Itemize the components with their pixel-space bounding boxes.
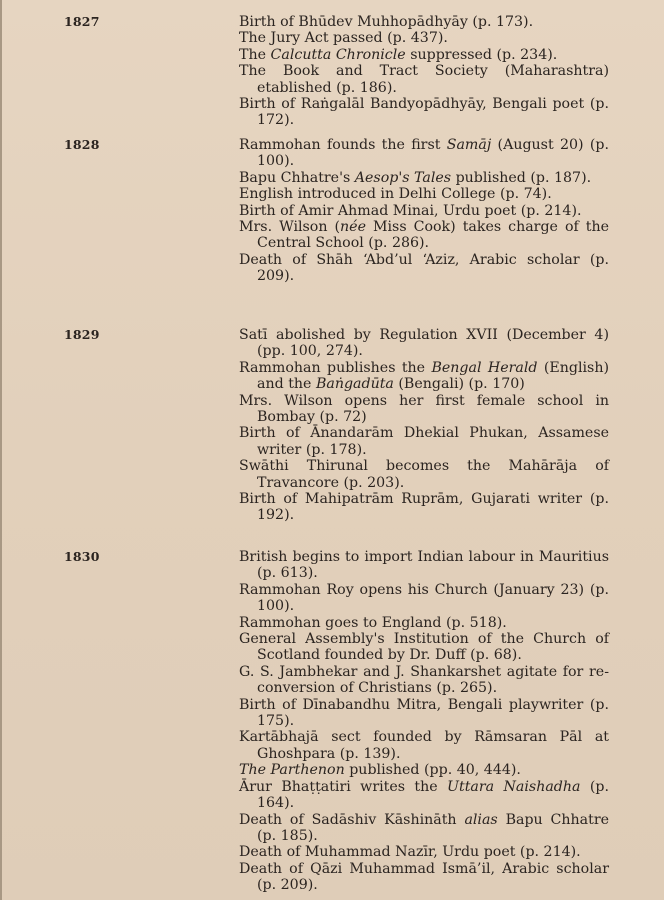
- event-entry: [239, 549, 609, 582]
- event-entry: [239, 631, 609, 664]
- event-list: [239, 327, 609, 524]
- event-text: The Jury Act passed (p. 437).: [239, 30, 448, 47]
- event-text: (p. 164).: [257, 778, 609, 812]
- event-entry: [239, 47, 609, 63]
- event-entry: [239, 762, 609, 778]
- event-text: suppressed (p. 234).: [405, 46, 558, 63]
- event-text: Bapu Chhatre (p. 185).: [257, 811, 610, 844]
- event-text: Birth of Dīnabandhu Mitra, Bengali playwriter (p. 175).: [239, 696, 609, 730]
- event-text: (English) and the: [257, 359, 609, 393]
- event-text: Satī abolished by Regulation XVII (December 4) (pp. 100, 274).: [239, 327, 609, 360]
- event-text: G. S. Jambhekar and J. Shankarshet agitate for re-conversion of Christians (p. 265).: [239, 663, 609, 697]
- year-label: 1830: [64, 549, 100, 564]
- event-text: Death of Sadāshiv Kāshināth: [239, 811, 465, 828]
- event-text: British begins to import Indian labour in Mauritius (p. 613).: [239, 549, 609, 582]
- event-text: Miss Cook) takes charge of the Central School (p. 286).: [257, 219, 609, 252]
- event-text: Birth of Amir Ahmad Minai, Urdu poet (p. 214).: [239, 202, 582, 219]
- italic-title: Aesop's Tales: [354, 169, 452, 186]
- event-entry: [239, 729, 609, 762]
- event-entry: [239, 186, 609, 202]
- event-entry: [239, 812, 609, 845]
- italic-title: Baṅgadūta: [315, 376, 394, 393]
- event-entry: [239, 137, 609, 170]
- event-text: Mrs. Wilson opens her first female school in Bombay (p. 72): [239, 392, 609, 426]
- italic-title: Uttara Naishadha: [447, 778, 581, 795]
- event-text: Birth of Mahipatrām Ruprām, Gujarati writer (p. 192).: [239, 491, 609, 524]
- event-text: Birth of Raṅgalāl Bandyopādhyāy, Bengali poet (p. 172).: [239, 96, 609, 129]
- event-text: Birth of Ānandarām Dhekial Phukan, Assamese writer (p. 178).: [239, 425, 609, 458]
- event-text: Death of Qāzi Muhammad Ismā’il, Arabic scholar (p. 209).: [239, 860, 609, 894]
- event-entry: [239, 393, 609, 426]
- event-entry: [239, 615, 609, 631]
- event-entry: [239, 96, 609, 129]
- event-text: Rammohan goes to England (p. 518).: [239, 614, 507, 631]
- year-label: 1829: [64, 327, 100, 342]
- event-entry: [239, 458, 609, 491]
- event-entry: [239, 252, 609, 285]
- event-text: Rammohan publishes the: [239, 359, 432, 376]
- event-entry: [239, 170, 609, 186]
- event-text: published (p. 187).: [451, 169, 592, 186]
- event-text: Mrs. Wilson (: [239, 219, 341, 236]
- year-label: 1827: [64, 14, 100, 29]
- italic-title: Bengal Herald: [431, 359, 538, 376]
- italic-title: Calcutta Chronicle: [270, 46, 406, 63]
- event-text: Death of Shāh ‘Abd’ul ‘Aziz, Arabic scholar (p. 209).: [239, 251, 609, 285]
- italic-title: alias: [464, 811, 498, 828]
- event-text: The: [239, 46, 271, 63]
- event-text: Rammohan founds the first: [239, 137, 447, 153]
- event-text: Swāthi Thirunal becomes the Mahārāja of Travancore (p. 203).: [239, 458, 609, 491]
- event-text: English introduced in Delhi College (p. 74).: [239, 186, 552, 203]
- event-text: Bapu Chhatre's: [239, 169, 355, 186]
- italic-title: Samāj: [446, 137, 492, 153]
- event-text: Rammohan Roy opens his Church (January 23) (p. 100).: [239, 581, 609, 615]
- event-entry: [239, 30, 609, 46]
- event-text: Ārur Bhaṭṭatiri writes the: [239, 778, 448, 795]
- event-entry: [239, 360, 609, 393]
- event-entry: [239, 664, 609, 697]
- event-entry: [239, 844, 609, 860]
- event-text: published (pp. 40, 444).: [344, 762, 521, 779]
- event-entry: [239, 203, 609, 219]
- event-entry: [239, 861, 609, 894]
- italic-title: née: [340, 219, 366, 236]
- event-list: [239, 137, 609, 285]
- event-list: [239, 549, 609, 894]
- event-list: [239, 14, 609, 129]
- event-text: (August 20) (p. 100).: [257, 137, 609, 170]
- event-entry: [239, 14, 609, 30]
- event-entry: [239, 582, 609, 615]
- event-entry: [239, 219, 609, 252]
- event-text: Kartābhajā sect founded by Rāmsaran Pāl at Ghoshpara (p. 139).: [239, 729, 609, 762]
- italic-title: The Parthenon: [239, 762, 345, 779]
- year-label: 1828: [64, 137, 100, 152]
- event-entry: [239, 63, 609, 96]
- event-text: Birth of Bhūdev Muhhopādhyāy (p. 173).: [239, 14, 534, 30]
- event-entry: [239, 327, 609, 360]
- event-entry: [239, 425, 609, 458]
- event-entry: [239, 779, 609, 812]
- event-text: The Book and Tract Society (Maharashtra) etablished (p. 186).: [239, 63, 609, 96]
- event-text: (Bengali) (p. 170): [393, 376, 525, 393]
- event-entry: [239, 491, 609, 524]
- event-text: General Assembly's Institution of the Church of Scotland founded by Dr. Duff (p. 68).: [239, 631, 609, 664]
- event-text: Death of Muhammad Nazīr, Urdu poet (p. 214).: [239, 844, 581, 861]
- event-entry: [239, 697, 609, 730]
